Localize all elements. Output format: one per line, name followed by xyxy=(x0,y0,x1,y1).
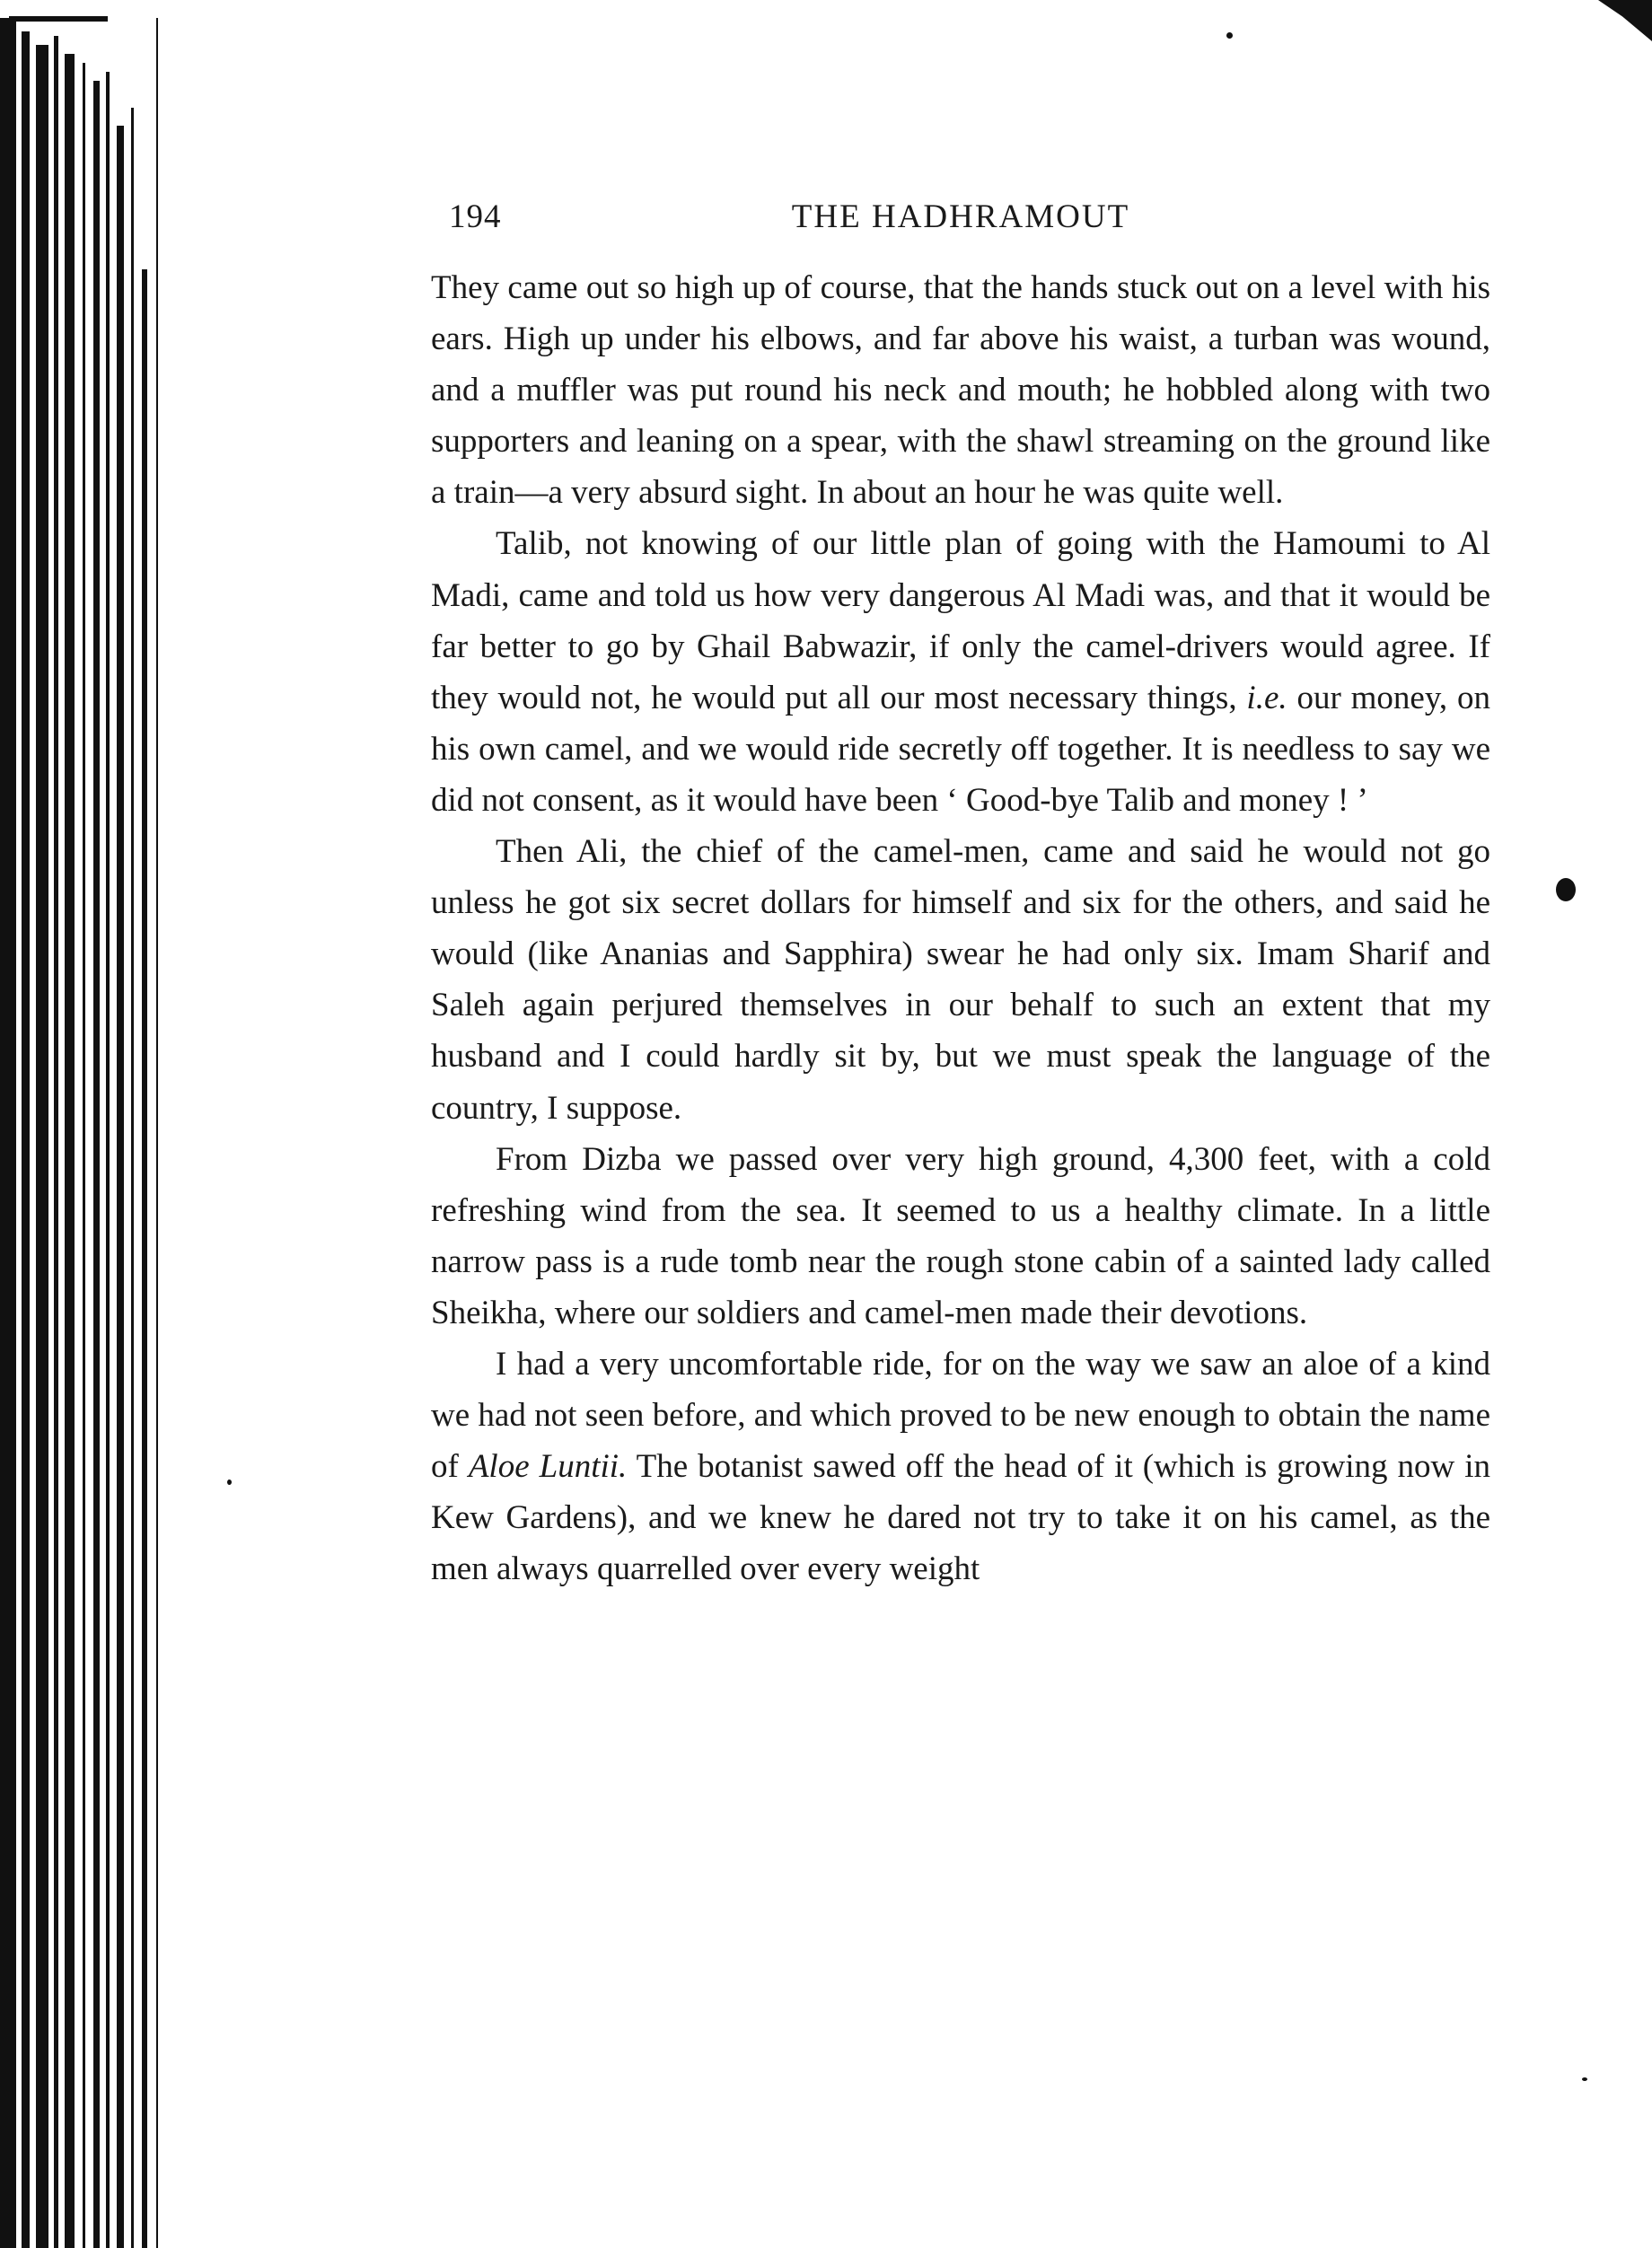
text-run: I had a very uncomfortable ride, for on the way we saw an aloe of a kind we had not seen before, and which proved to be new enough to obtain the name of xyxy=(431,1345,1490,1486)
text-run: Talib, not knowing of our little plan of going with the Hamoumi to Al Madi, came and told us how very dangerous Al Madi was, and that it would be far better to go by Ghail Babwazir, if only the camel-drivers would agree. If they would not, he would put all our most necessary things, xyxy=(431,525,1490,716)
text-run: They came out so high up of course, that the hands stuck out on a level with his ears. High up under his elbows, and far above his waist, a turban was wound, and a muffler was put round his neck and mouth; he hobbled along with two supporters and leaning on a spear, with the shawl streaming on the ground like a train—a very absurd sight. In about an hour he was quite well. xyxy=(431,269,1490,512)
scan-corner-mark xyxy=(1598,0,1652,41)
paragraph xyxy=(431,262,1490,518)
text-run: our money, on his own camel, and we would ride secretly off together. It is needless to say we did not consent, as it would have been ‘ Good-bye Talib and money ! ’ xyxy=(431,679,1491,819)
running-title: THE HADHRAMOUT xyxy=(791,198,1130,235)
running-head xyxy=(431,189,1490,242)
paragraph xyxy=(431,1134,1490,1339)
paragraph xyxy=(431,826,1490,1134)
body-text xyxy=(431,262,1490,1594)
scan-speck xyxy=(227,1480,232,1485)
text-run: Then Ali, the chief of the camel-men, came and said he would not go unless he got six secret dollars for himself and six for the others, and said he would (like Ananias and Sapphira) swear he had only six. Imam Sharif and Saleh again perjured themselves in our behalf to such an extent that my husband and I could hardly sit by, but we must speak the language of the country, I suppose. xyxy=(431,833,1490,1127)
page-number: 194 xyxy=(449,198,502,235)
scan-speck xyxy=(1556,878,1576,901)
scan-speck xyxy=(1226,32,1233,39)
italic-text-run: i.e. xyxy=(1246,679,1287,716)
italic-text-run: Aloe Luntii. xyxy=(468,1448,628,1486)
book-page xyxy=(431,189,1490,1594)
book-edge-strip xyxy=(0,0,171,2248)
paragraph xyxy=(431,518,1490,826)
paragraph xyxy=(431,1339,1490,1594)
text-run: From Dizba we passed over very high ground, 4,300 feet, with a cold refreshing wind from the sea. It seemed to us a healthy climate. In a little narrow pass is a rude tomb near the rough stone cabin of a sainted lady called Sheikha, where our soldiers and camel-men made their devotions. xyxy=(431,1140,1490,1331)
scan-speck xyxy=(1582,2077,1587,2081)
text-run: The botanist sawed off the head of it (which is growing now in Kew Gardens), and we knew he dared not try to take it on his camel, as the men always quarrelled over every weight xyxy=(431,1448,1490,1588)
